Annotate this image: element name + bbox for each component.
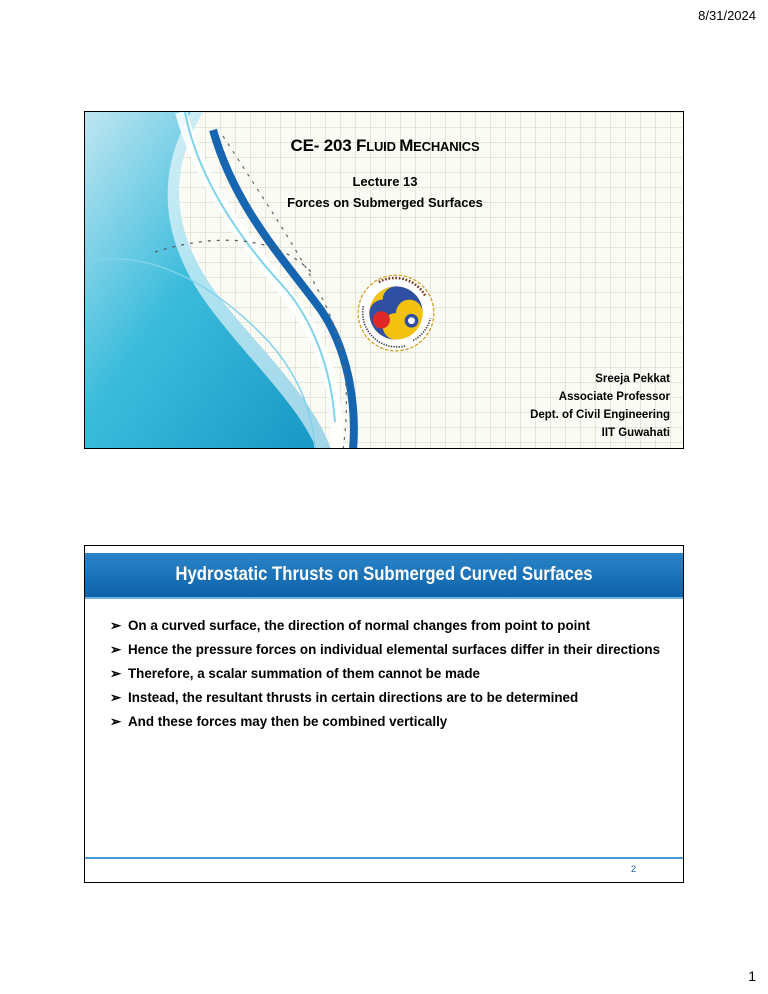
author-block: [530, 370, 670, 442]
bullet-item: [110, 614, 670, 638]
slide-title: Hydrostatic Thrusts on Submerged Curved Surfaces: [175, 564, 593, 585]
bullet-item: [110, 686, 670, 710]
slide-number: 2: [630, 864, 636, 874]
bullet-arrow-icon: ➢: [110, 618, 122, 633]
bullet-text: And these forces may then be combined vertically: [128, 714, 448, 729]
page-date: 8/31/2024: [698, 8, 756, 23]
author-name: Sreeja Pekkat: [595, 373, 670, 385]
lecture-number: Lecture 13: [352, 174, 418, 189]
title-f: F: [356, 136, 367, 155]
iit-guwahati-emblem-icon: [353, 270, 439, 356]
content-slide: [84, 545, 684, 883]
bullet-text: Therefore, a scalar summation of them cannot be made: [128, 666, 480, 681]
bullet-list: [110, 614, 670, 734]
course-code: CE- 203: [290, 136, 357, 155]
author-designation: Associate Professor: [558, 391, 670, 403]
course-title: [85, 136, 684, 156]
bullet-arrow-icon: ➢: [110, 642, 122, 657]
title-m: M: [399, 136, 414, 155]
bullet-arrow-icon: ➢: [110, 690, 122, 705]
bullet-text: Hence the pressure forces on individual elemental surfaces differ in their directions: [128, 642, 661, 657]
title-slide: [84, 111, 684, 449]
footer-line: [85, 857, 683, 859]
bullet-item: [110, 662, 670, 686]
bullet-arrow-icon: ➢: [110, 714, 122, 729]
bullet-text: Instead, the resultant thrusts in certain directions are to be determined: [128, 690, 579, 705]
title-luid: LUID: [366, 139, 400, 154]
author-department: Dept. of Civil Engineering: [530, 409, 670, 421]
bullet-item: [110, 638, 670, 662]
page-number: 1: [748, 968, 756, 984]
bullet-item: [110, 710, 670, 734]
title-echanics: ECHANICS: [413, 139, 480, 154]
lecture-topic: Forces on Submerged Surfaces: [287, 195, 483, 210]
author-institute: IIT Guwahati: [601, 427, 670, 439]
header-accent-line: [85, 597, 683, 599]
bullet-text: On a curved surface, the direction of normal changes from point to point: [128, 618, 591, 633]
bullet-arrow-icon: ➢: [110, 666, 122, 681]
